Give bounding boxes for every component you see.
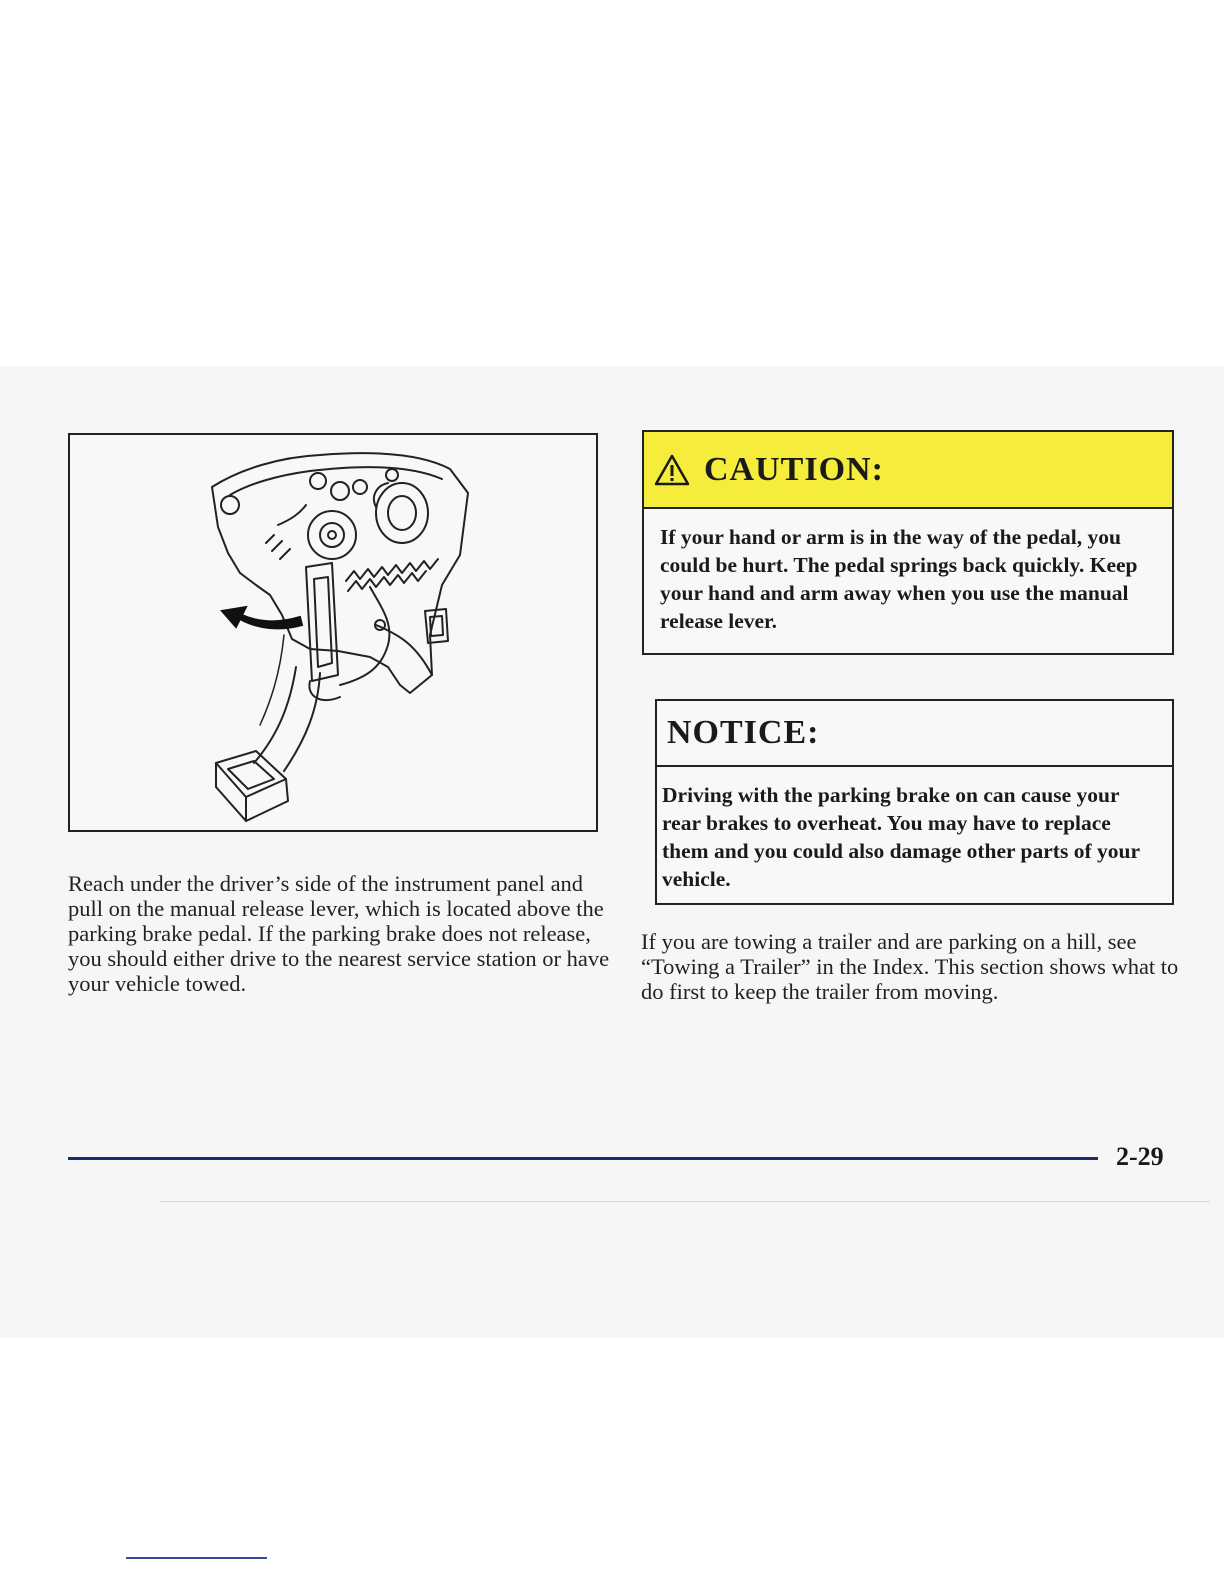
footer-rule [68, 1157, 1098, 1160]
pedal-assembly-drawing [70, 435, 596, 830]
notice-header [657, 701, 1172, 767]
warning-triangle-icon [654, 454, 690, 486]
faint-divider [160, 1201, 1210, 1202]
parking-brake-illustration [68, 433, 598, 832]
caution-box [642, 430, 1174, 655]
bottom-mark [126, 1557, 267, 1559]
page-number: 2-29 [1116, 1142, 1164, 1171]
notice-title: NOTICE: [667, 714, 820, 751]
caution-body: If your hand or arm is in the way of the pedal, you could be hurt. The pedal springs back quickly. Keep your hand and arm away when you use the manual release lever. [660, 525, 1138, 633]
caution-title: CAUTION: [704, 450, 884, 488]
towing-paragraph: If you are towing a trailer and are parking on a hill, see “Towing a Trailer” in the Index. This section shows what to do first to keep the trailer from moving. [641, 929, 1179, 1004]
notice-body: Driving with the parking brake on can cause your rear brakes to overheat. You may have to replace them and you could also damage other parts of your vehicle. [662, 783, 1140, 891]
notice-box [655, 699, 1174, 905]
release-instructions-paragraph: Reach under the driver’s side of the instrument panel and pull on the manual release lever, which is located above the parking brake pedal. If the parking brake does not release, you should either drive to the nearest service station or have your vehicle towed. [68, 871, 610, 996]
caution-header [644, 432, 1172, 509]
